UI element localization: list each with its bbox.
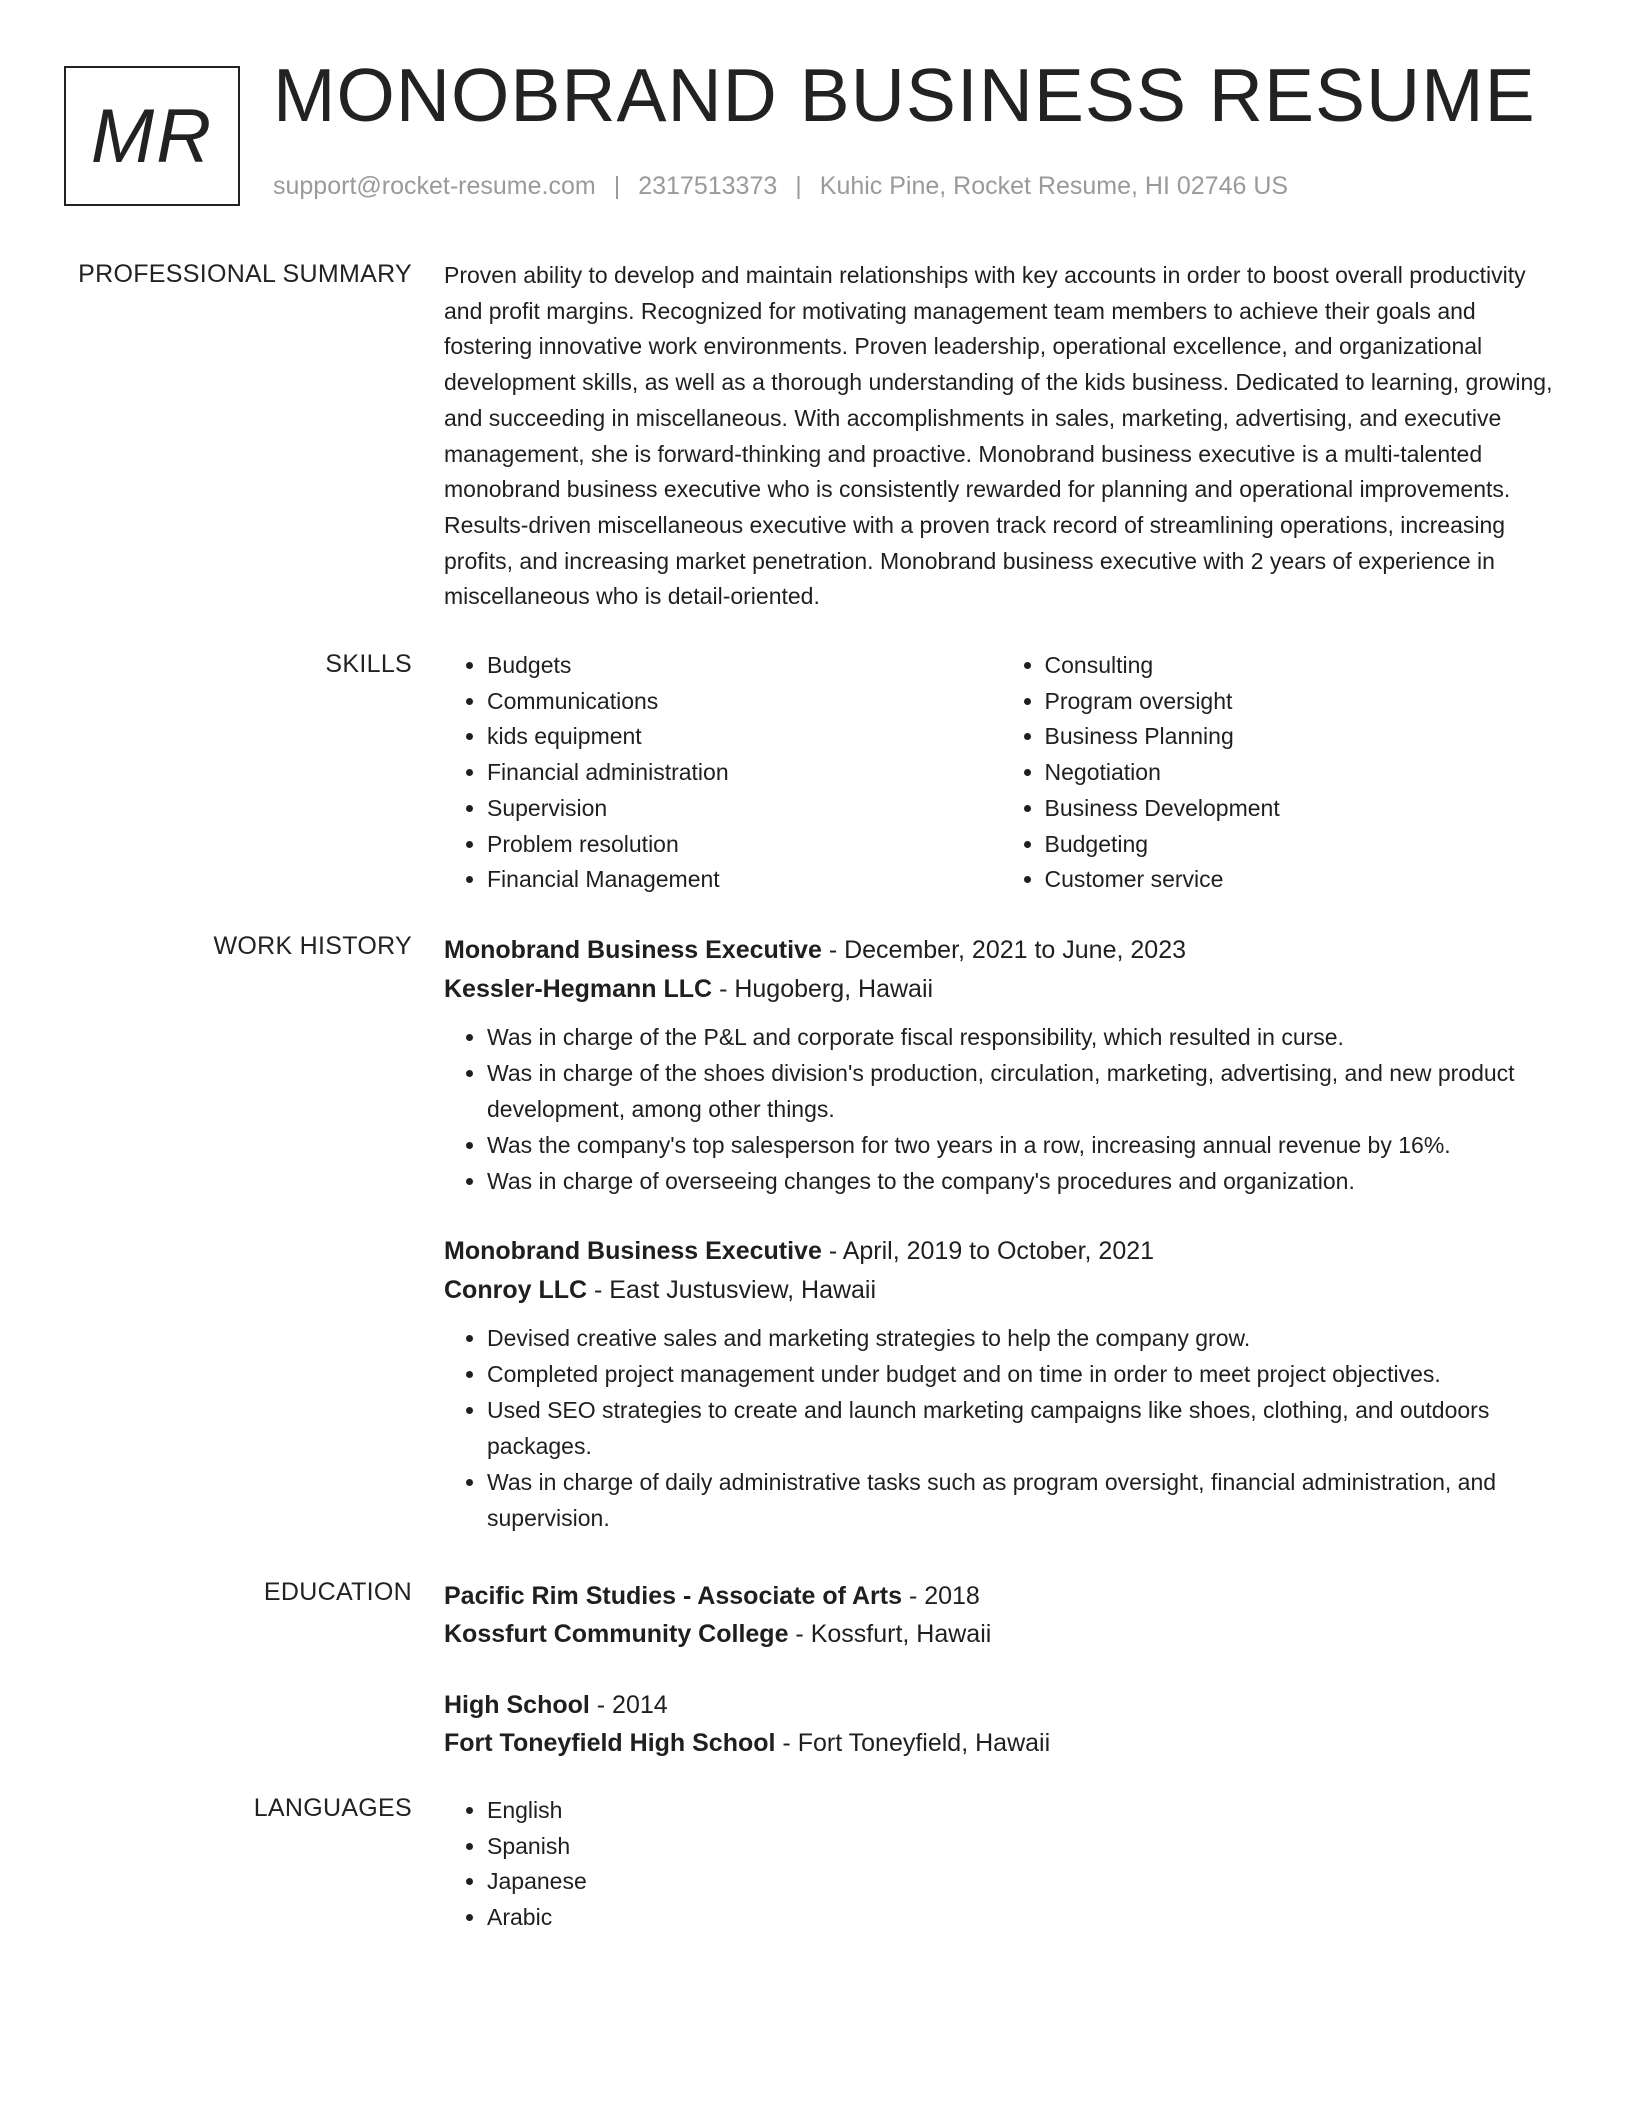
skill-item: • Business Development: [1045, 791, 1560, 827]
job-dates: - April, 2019 to October, 2021: [821, 1237, 1155, 1265]
job-bullets: [444, 1019, 1559, 1199]
skill-item: • kids equipment: [487, 719, 1002, 755]
job-title-line: [444, 931, 1559, 970]
job-bullet: • Was the company's top salesperson for two years in a row, increasing annual revenue by 16%.: [487, 1127, 1559, 1163]
job-bullet: • Used SEO strategies to create and launch marketing campaigns like shoes, clothing, and outdoors packages.: [487, 1392, 1559, 1464]
job-bullet: • Was in charge of the shoes division's production, circulation, marketing, advertising, and new product development, among other things.: [487, 1055, 1559, 1127]
job-location: - Hugoberg, Hawaii: [712, 975, 934, 1003]
contact-line: [273, 172, 1288, 201]
education-year: - 2014: [589, 1691, 668, 1719]
skills-list-left: [444, 648, 1002, 898]
skills-list-right: [1002, 648, 1560, 898]
job-entry: [444, 1232, 1559, 1536]
contact-phone[interactable]: 2317513373: [638, 172, 778, 200]
job-bullet: • Was in charge of overseeing changes to the company's procedures and organization.: [487, 1163, 1559, 1199]
education-body: [444, 1577, 1559, 1762]
education-school: Kossfurt Community College: [444, 1620, 789, 1648]
section-label-education: EDUCATION: [263, 1578, 412, 1606]
education-location: - Fort Toneyfield, Hawaii: [775, 1729, 1051, 1757]
skill-item: • Financial administration: [487, 755, 1002, 791]
skill-item: • Supervision: [487, 791, 1002, 827]
job-title-line: [444, 1232, 1559, 1271]
skill-item: • Problem resolution: [487, 827, 1002, 863]
skill-item: • Budgeting: [1045, 827, 1560, 863]
contact-separator: |: [613, 172, 621, 200]
education-degree: Pacific Rim Studies - Associate of Arts: [444, 1582, 902, 1610]
skill-item: • Customer service: [1045, 862, 1560, 898]
education-degree-line: [444, 1577, 1559, 1615]
language-item: • Spanish: [487, 1829, 1559, 1865]
education-degree-line: [444, 1686, 1559, 1724]
contact-separator: |: [795, 172, 802, 200]
job-bullet: • Completed project management under budget and on time in order to meet project objectives.: [487, 1356, 1559, 1392]
section-label-languages: LANGUAGES: [253, 1794, 412, 1822]
job-bullet: • Devised creative sales and marketing strategies to help the company grow.: [487, 1320, 1559, 1356]
job-title: Monobrand Business Executive: [444, 1237, 822, 1265]
section-label-summary: PROFESSIONAL SUMMARY: [78, 260, 412, 288]
languages-body: [444, 1793, 1559, 1936]
education-school: Fort Toneyfield High School: [444, 1729, 776, 1757]
skill-item: • Budgets: [487, 648, 1002, 684]
education-school-line: [444, 1615, 1559, 1653]
contact-email[interactable]: support@rocket-resume.com: [273, 172, 596, 200]
skill-item: • Communications: [487, 684, 1002, 720]
job-location: - East Justusview, Hawaii: [587, 1276, 877, 1304]
education-degree: High School: [444, 1691, 590, 1719]
summary-text: Proven ability to develop and maintain relationships with key accounts in order to boost overall productivity and profit margins. Recognized for motivating management team members to achieve their goals and fostering innovative work environments. Proven leadership, operational excellence, and organizational development skills, as well as a thorough understanding of the kids business. Dedicated to learning, growing, and succeeding in miscellaneous. With accomplishments in sales, marketing, advertising, and executive management, she is forward-thinking and proactive. Monobrand business executive is a multi-talented monobrand business executive who is consistently rewarded for planning and operational improvements. Results-driven miscellaneous executive with a proven track record of streamlining operations, increasing profits, and increasing market penetration. Monobrand business executive with 2 years of experience in miscellaneous who is detail-oriented.: [444, 262, 1553, 610]
skills-columns: [444, 648, 1559, 898]
job-dates: - December, 2021 to June, 2023: [821, 936, 1186, 964]
languages-list: [444, 1793, 1559, 1936]
language-item: • English: [487, 1793, 1559, 1829]
skill-item: • Program oversight: [1045, 684, 1560, 720]
language-item: • Arabic: [487, 1900, 1559, 1936]
work-history-body: [444, 931, 1559, 1536]
skill-item: • Financial Management: [487, 862, 1002, 898]
job-company: Kessler-Hegmann LLC: [444, 975, 713, 1003]
education-school-line: [444, 1724, 1559, 1762]
job-company-line: [444, 970, 1559, 1009]
skill-item: • Business Planning: [1045, 719, 1560, 755]
section-label-skills: SKILLS: [325, 650, 412, 678]
language-item: • Japanese: [487, 1864, 1559, 1900]
skill-item: • Consulting: [1045, 648, 1560, 684]
job-entry: [444, 931, 1559, 1199]
job-bullet: • Was in charge of daily administrative tasks such as program oversight, financial administration, and supervision.: [487, 1464, 1559, 1536]
education-year: - 2018: [902, 1582, 980, 1610]
job-company-line: [444, 1271, 1559, 1310]
job-company: Conroy LLC: [444, 1276, 588, 1304]
skill-item: • Negotiation: [1045, 755, 1560, 791]
monogram-logo: MR: [64, 66, 240, 206]
resume-title: MONOBRAND BUSINESS RESUME: [273, 53, 1536, 137]
education-entry: [444, 1686, 1559, 1762]
job-bullet: • Was in charge of the P&L and corporate fiscal responsibility, which resulted in curse.: [487, 1019, 1559, 1055]
section-label-work-history: WORK HISTORY: [213, 932, 412, 960]
job-title: Monobrand Business Executive: [444, 936, 822, 964]
contact-address: Kuhic Pine, Rocket Resume, HI 02746 US: [819, 172, 1289, 200]
education-location: - Kossfurt, Hawaii: [788, 1620, 992, 1648]
education-entry: [444, 1577, 1559, 1653]
job-bullets: [444, 1320, 1559, 1536]
